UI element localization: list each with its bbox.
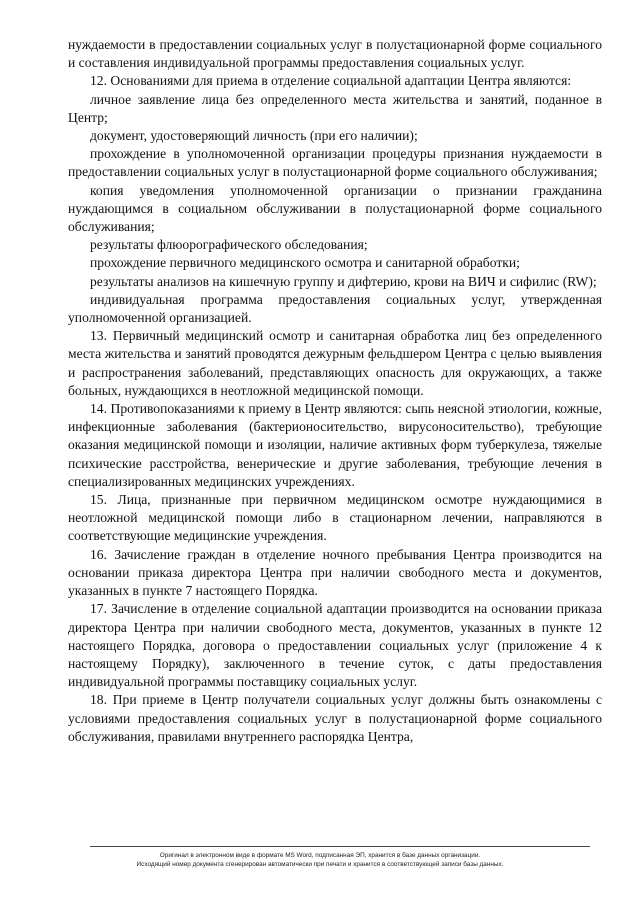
document-body [68, 36, 602, 746]
paragraph-item-12: 12. Основаниями для приема в отделение социальной адаптации Центра являются: [90, 73, 572, 89]
footer-divider [90, 846, 590, 847]
footer-note-original: Оригинал в электронном виде в формате MS Word, подписанная ЭП, хранится в базе данных организации. [159, 852, 481, 859]
list-item: результаты анализов на кишечную группу и дифтерию, крови на ВИЧ и сифилис (RW); [90, 273, 597, 289]
list-item: документ, удостоверяющий личность (при его наличии); [90, 128, 418, 144]
paragraph-item-17: 17. Зачисление в отделение социальной адаптации производится на основании приказа директора Центра при наличии свободного места, документов, указанных в пункте 12 настоящего Порядка, договора о предоставлении социальных услуг (приложение 4 к настоящему Порядку), заключенного в течение суток, с даты предоставления индивидуальной программы поставщику социальных услуг. [68, 601, 602, 690]
paragraph-item-13: 13. Первичный медицинский осмотр и санитарная обработка лиц без определенного места жительства и занятий проводятся дежурным фельдшером Центра с целью выявления и распространения заболеваний, представляющих опасность для окружающих, а также больных, нуждающихся в неотложной медицинской помощи. [68, 328, 602, 398]
list-item: индивидуальная программа предоставления социальных услуг, утвержденная уполномоченной организацией. [68, 291, 602, 326]
paragraph-item-16: 16. Зачисление граждан в отделение ночного пребывания Центра производится на основании приказа директора Центра при наличии свободного места и документов, указанных в пункте 7 настоящего Порядка. [68, 546, 602, 599]
list-item: прохождение первичного медицинского осмотра и санитарной обработки; [90, 255, 520, 271]
list-item: личное заявление лица без определенного места жительства и занятий, поданное в Центр; [68, 91, 602, 125]
footer-note-number: Исходящий номер документа сгенерирован автоматически при печати и хранится в соответствующей записи базы данных. [136, 861, 504, 868]
list-item: прохождение в уполномоченной организации процедуры признания нуждаемости в предоставлении социальных услуг в полустационарной форме социального обслуживания; [68, 146, 602, 180]
paragraph-item-15: 15. Лица, признанные при первичном медицинском осмотре нуждающимися в неотложной медицинской помощи либо в стационарном лечении, направляются в соответствующие медицинские учреждения. [68, 492, 602, 544]
paragraph-item-18: 18. При приеме в Центр получатели социальных услуг должны быть ознакомлены с условиями предоставления социальных услуг в полустационарной форме социального обслуживания, правилами внутреннего распорядка Центра, [68, 692, 602, 744]
list-item: копия уведомления уполномоченной организации о признании гражданина нуждающимся в социальном обслуживании в полустационарной форме социального обслуживания; [68, 182, 602, 235]
paragraph: нуждаемости в предоставлении социальных услуг в полустационарной форме социального и составления индивидуальной программы предоставления социальных услуг. [68, 37, 602, 71]
list-item: результаты флюорографического обследования; [90, 237, 368, 253]
paragraph-item-14: 14. Противопоказаниями к приему в Центр являются: сыпь неясной этиологии, кожные, инфекционные заболевания (бактерионосительство, вирусоносительство), требующие оказания медицинской помощи и изоляции, наличие активных форм туберкулеза, тяжелые психические расстройства, венерические и другие заболевания, требующие лечения в специализированных медицинских учреждениях. [68, 401, 602, 489]
